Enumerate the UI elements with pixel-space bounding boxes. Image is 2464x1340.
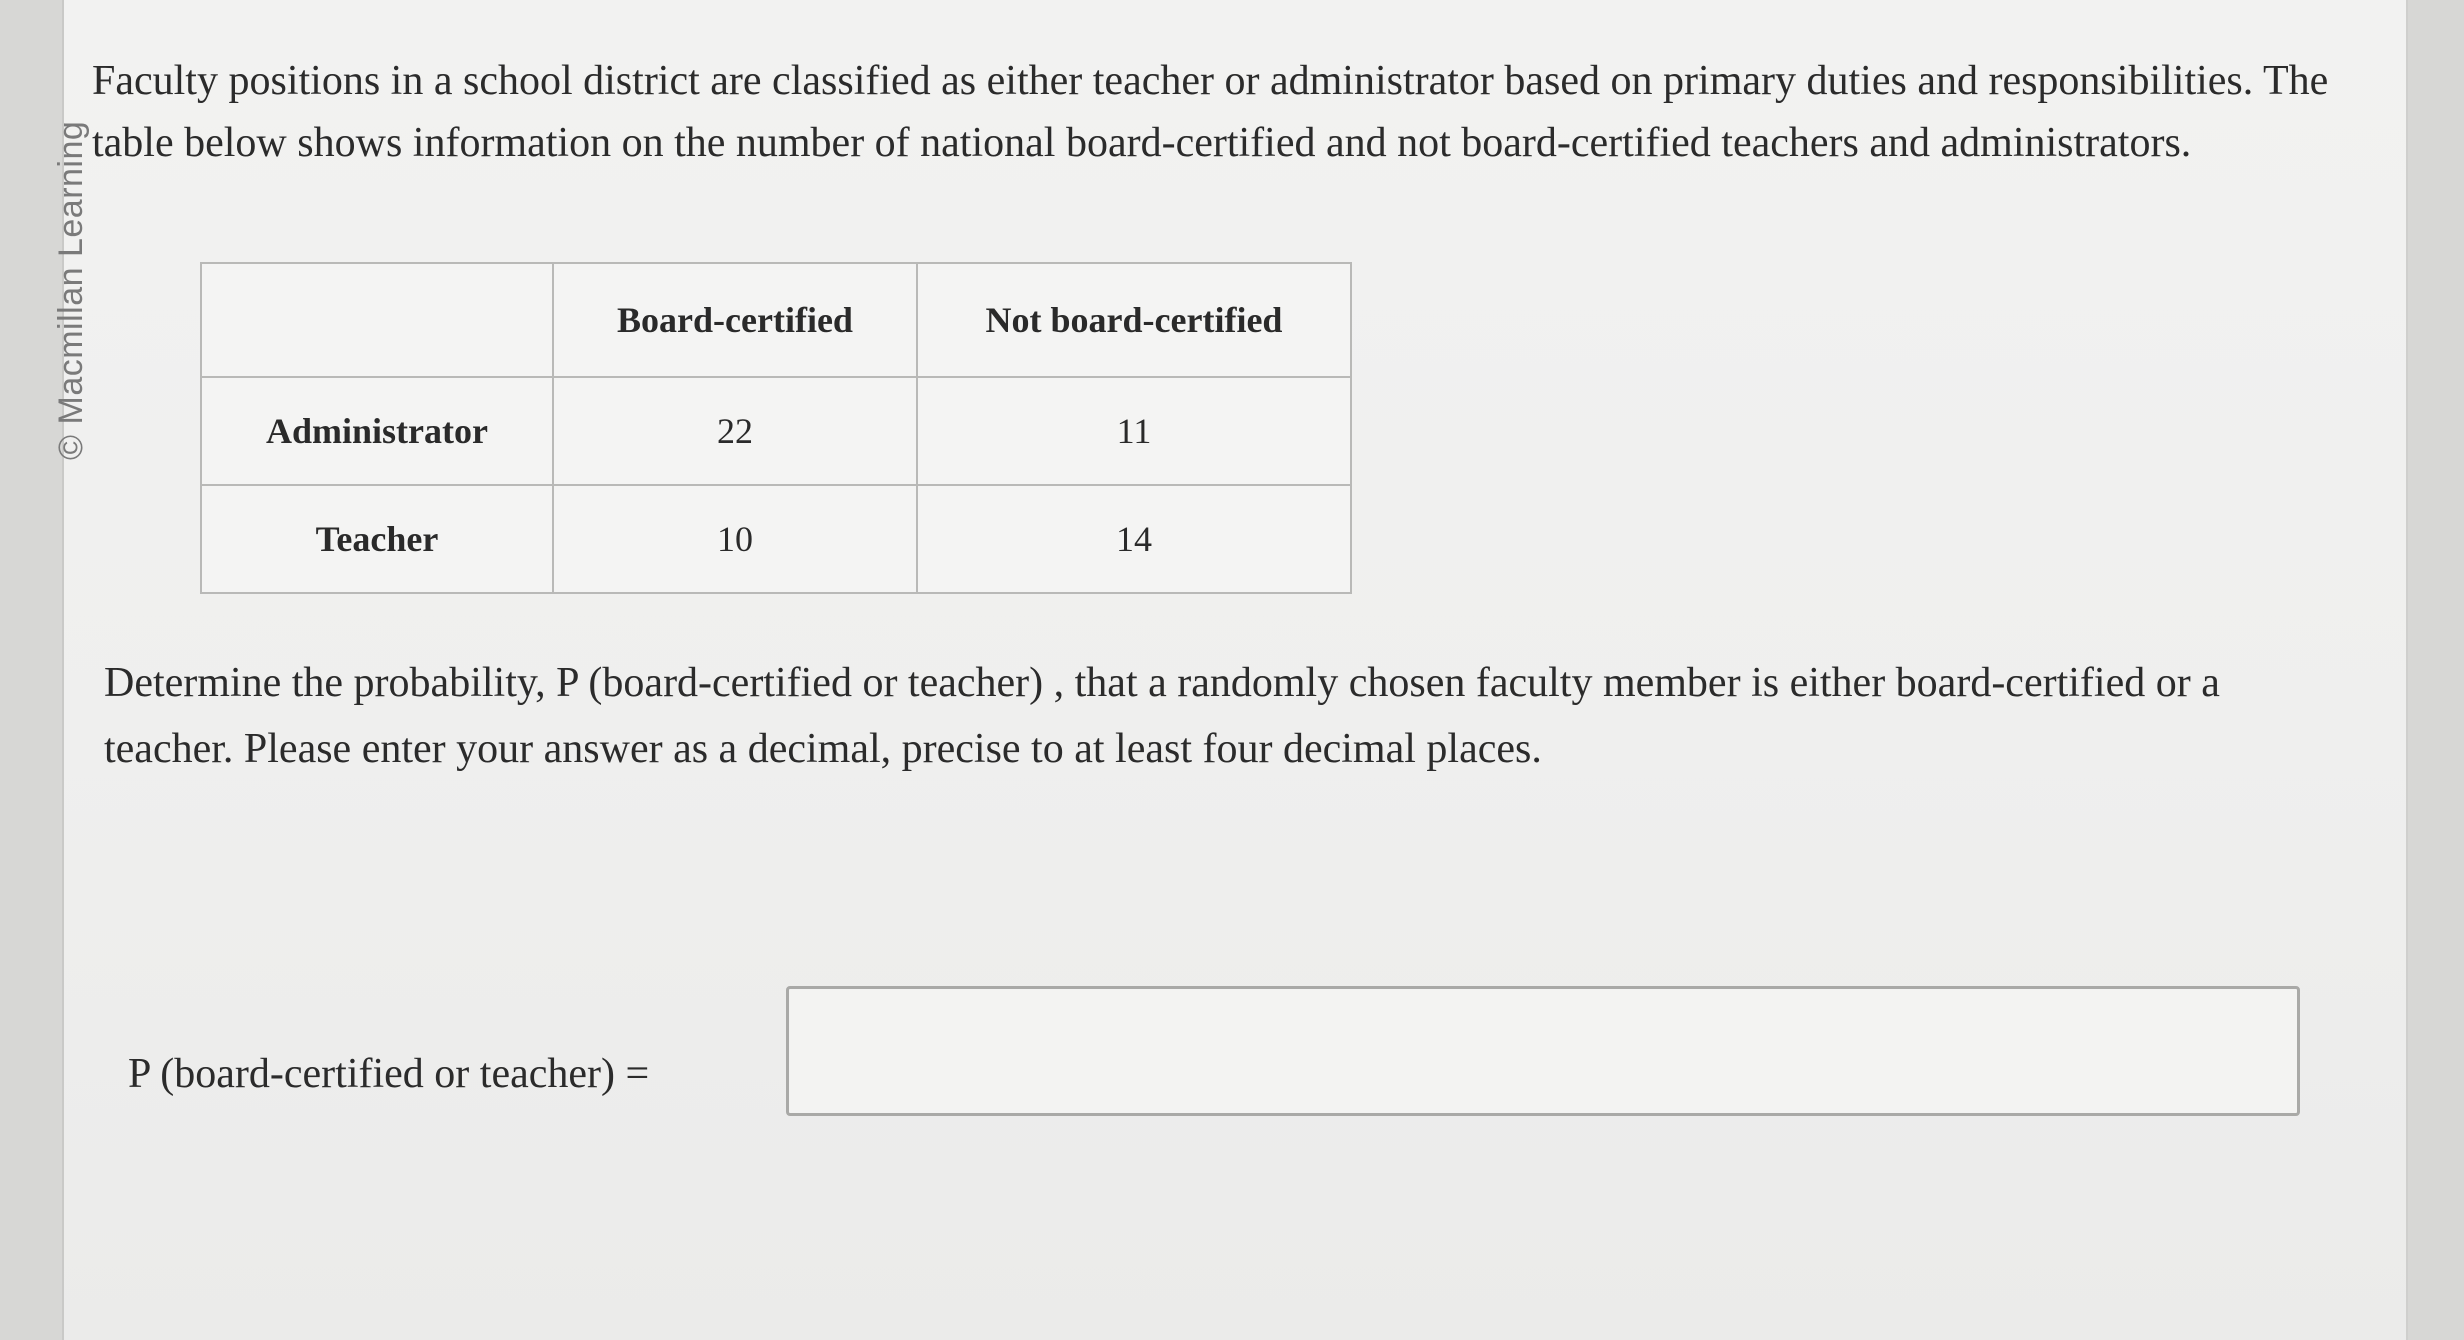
table-header-board-certified: Board-certified [553,263,917,377]
table-header-not-board-certified: Not board-certified [917,263,1351,377]
table-row [201,377,1351,485]
table-header-corner [201,263,553,377]
intro-text: Faculty positions in a school district are classified as either teacher or administrator based on primary duties and responsibilities. The table below shows information on the number of national board-certified and not board-certified teachers and administrators. [92,58,2329,166]
question-prompt [104,650,2354,782]
answer-input[interactable] [786,986,2300,1116]
data-table [200,262,1352,594]
table-cell: 11 [917,377,1351,485]
table-cell: 14 [917,485,1351,593]
row-label-teacher: Teacher [201,485,553,593]
copyright-watermark: © Macmillan Learning [52,120,90,460]
answer-label: P (board-certified or teacher) = [128,1051,650,1097]
problem-intro [92,50,2392,174]
question-text: Determine the probability, P (board-certified or teacher) , that a randomly chosen faculty member is either board-certified or a teacher. Please enter your answer as a decimal, precise to at least four decimal places. [104,660,2220,772]
table-header-row [201,263,1351,377]
row-label-administrator: Administrator [201,377,553,485]
table-cell: 10 [553,485,917,593]
table-row [201,485,1351,593]
table-cell: 22 [553,377,917,485]
